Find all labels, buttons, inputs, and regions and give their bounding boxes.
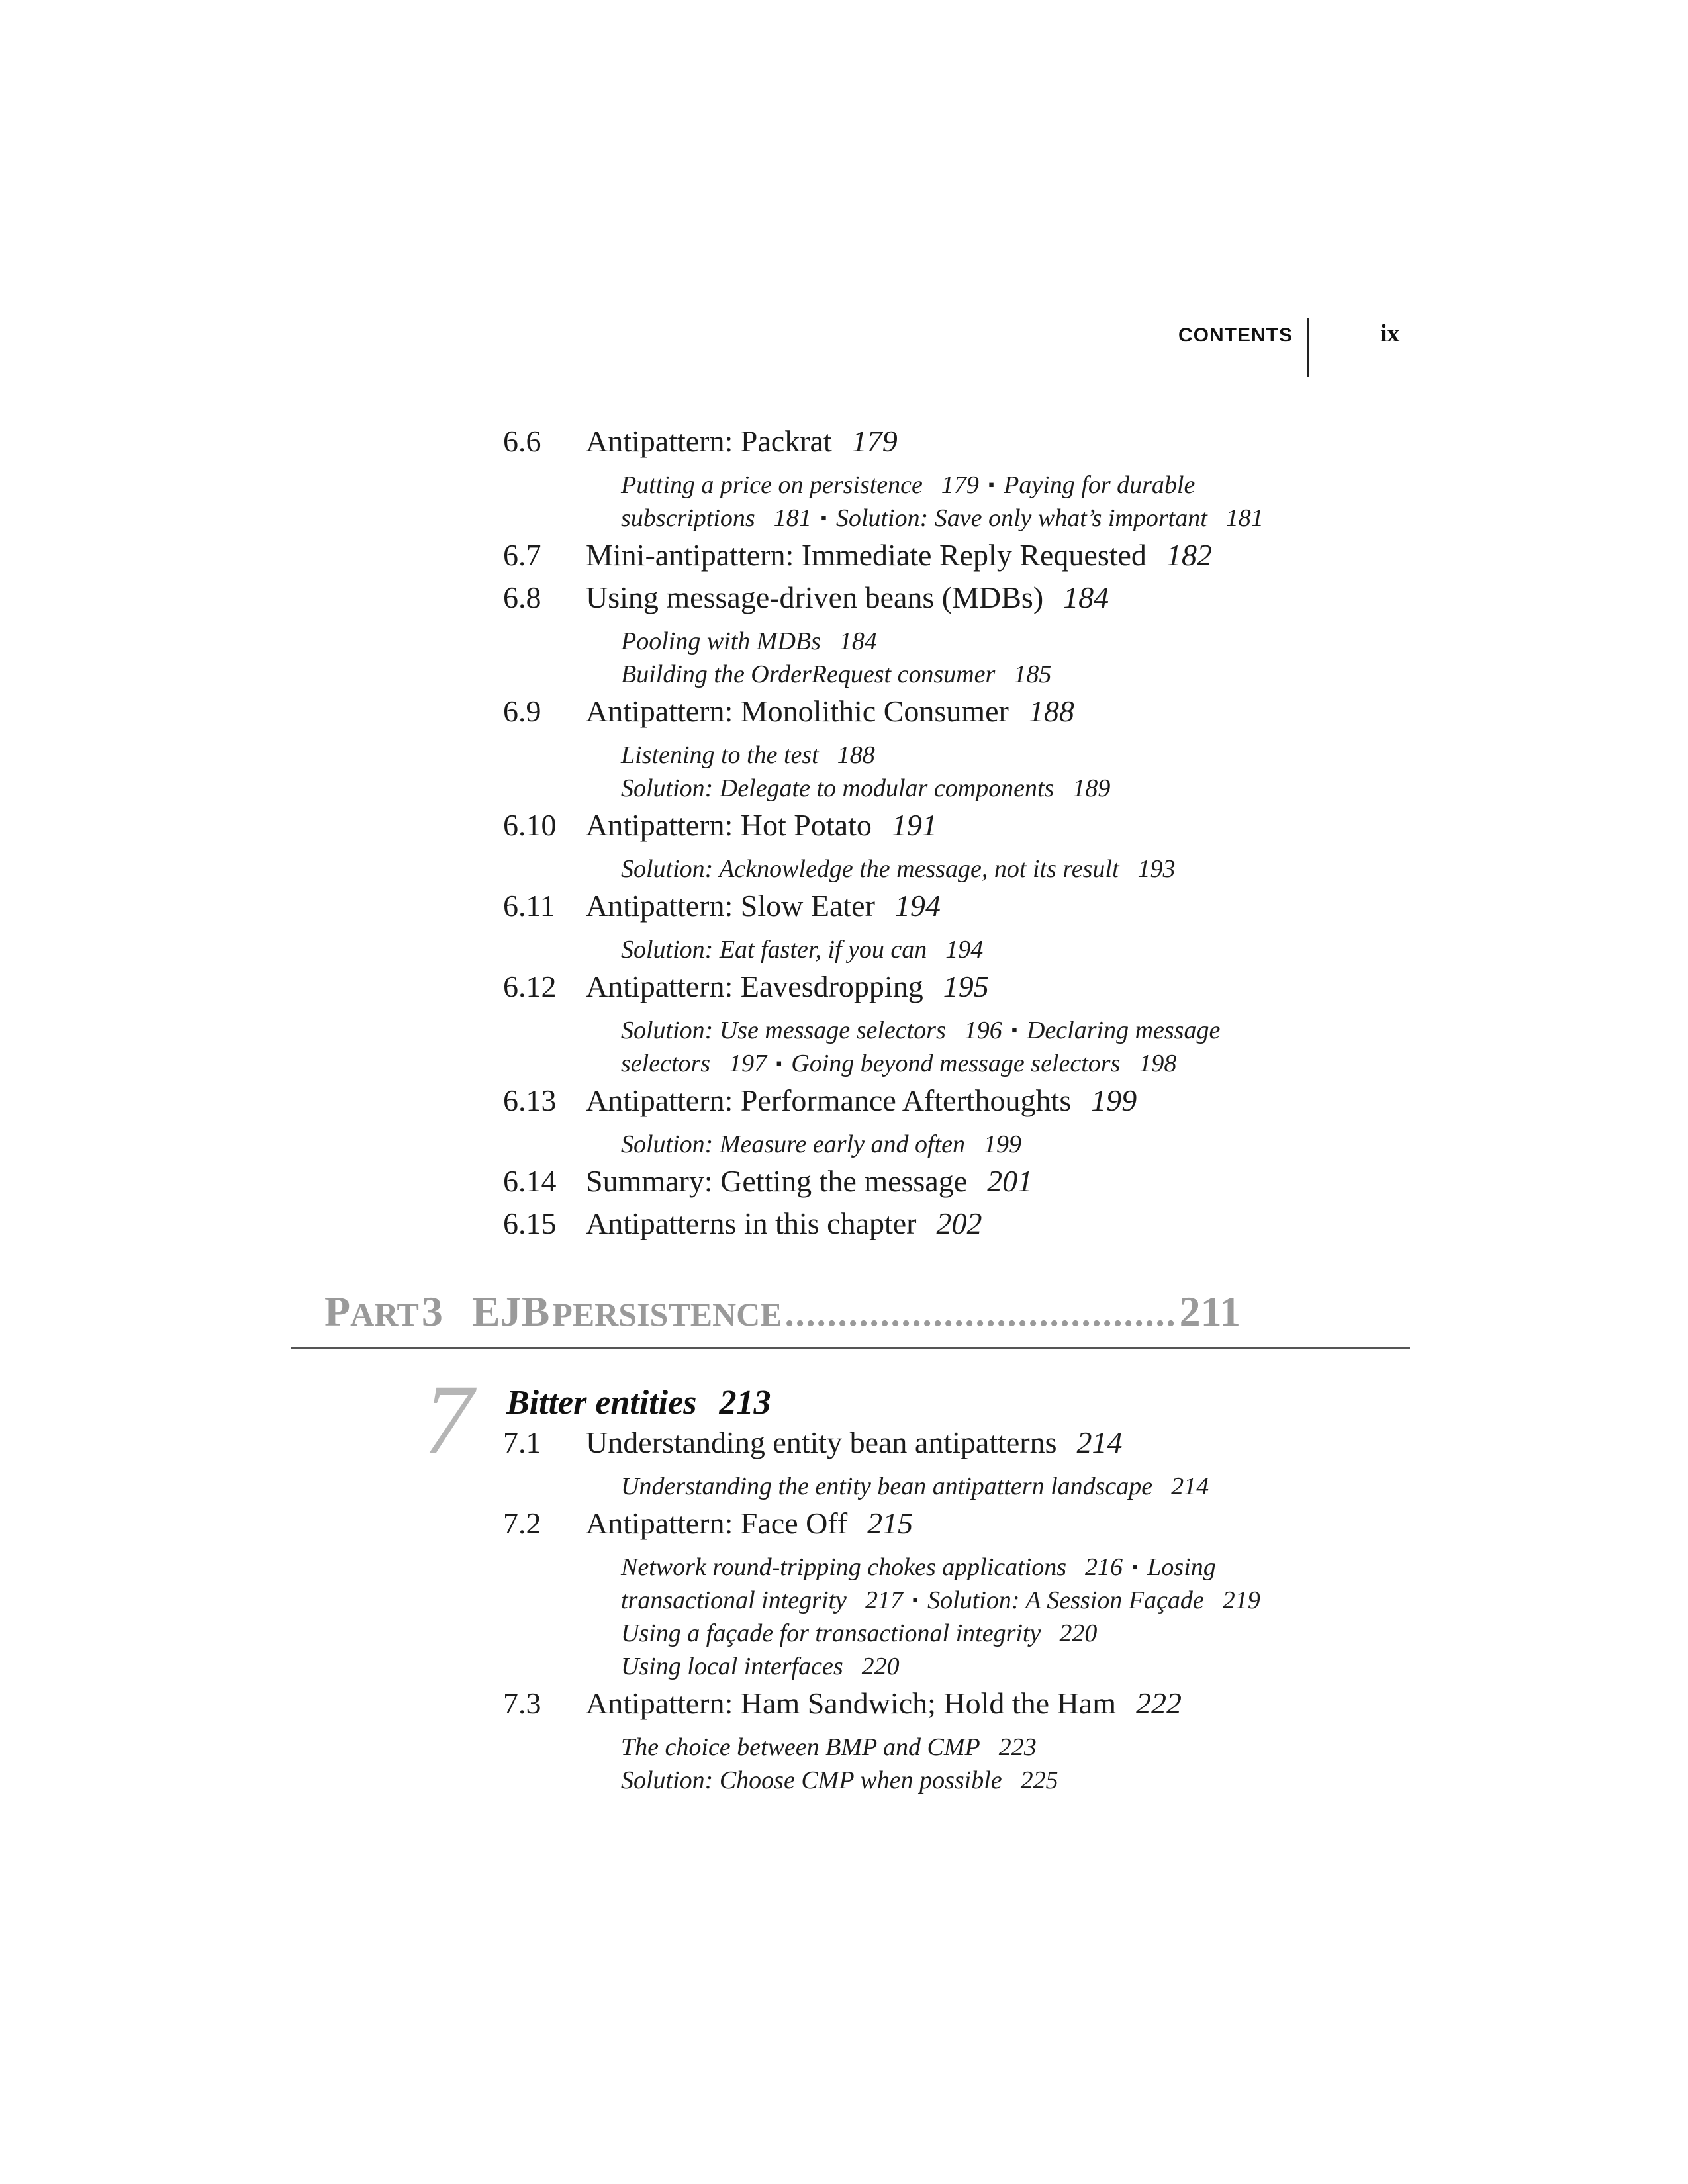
subentry-title: Solution: Save only what’s important [835,504,1207,532]
subentry-title: Understanding the entity bean antipattern landscape [621,1473,1153,1500]
subentry-title: Putting a price on persistence [621,471,923,499]
entry-number: 6.9 [503,694,541,728]
part-title-initial: EJB [471,1288,550,1335]
entry-number: 7.3 [503,1686,541,1720]
entry-title: Understanding entity bean antipatterns [586,1426,1057,1459]
toc-subentry [621,1650,900,1683]
entry-title: Antipattern: Slow Eater [586,889,875,923]
separator-bullet: ▪ [820,508,827,527]
toc-subentry [621,469,1195,502]
toc-subentry [621,852,1176,886]
entry-number: 6.8 [503,580,541,614]
entry-page: 201 [987,1164,1033,1198]
subentry-title: transactional integrity [621,1586,847,1614]
subentry-page: 225 [1020,1766,1058,1794]
subentry-title: Going beyond message selectors [791,1050,1121,1077]
entry-number: 6.13 [503,1083,557,1117]
separator-bullet: ▪ [988,475,995,494]
entry-page: 195 [943,970,989,1003]
entry-number: 7.1 [503,1426,541,1459]
separator-bullet: ▪ [912,1590,919,1610]
entry-page: 188 [1028,694,1074,728]
subentry-page: 198 [1139,1050,1177,1077]
toc-subentry [621,739,875,772]
subentry-title: Solution: Eat faster, if you can [621,936,927,964]
toc-subentry [621,772,1110,805]
subentry-title: subscriptions [621,504,755,532]
toc-entry [503,424,898,459]
header-label: CONTENTS [1178,324,1293,346]
toc-subentry [621,625,877,658]
entry-title: Antipattern: Eavesdropping [586,970,923,1003]
entry-number: 7.2 [503,1506,541,1540]
page-number: ix [1380,320,1400,347]
subentry-page: 181 [773,504,812,532]
entry-page: 184 [1063,580,1109,614]
subentry-page: 197 [729,1050,767,1077]
part-number: 3 [421,1288,443,1335]
entry-number: 6.15 [503,1206,557,1240]
entry-page: 214 [1076,1426,1123,1459]
toc-entry [503,580,1109,615]
toc-subentry [621,1047,1176,1080]
entry-page: 199 [1091,1083,1137,1117]
entry-number: 6.10 [503,808,557,842]
subentry-title: Solution: Measure early and often [621,1130,965,1158]
subentry-title: Listening to the test [621,741,819,769]
entry-number: 6.7 [503,538,541,572]
toc-entry [503,1686,1182,1721]
subentry-page: 179 [941,471,979,499]
entry-number: 6.14 [503,1164,557,1198]
chapter-title-text: Bitter entities [506,1384,697,1422]
subentry-title: Solution: A Session Façade [927,1586,1204,1614]
toc-entry [503,1506,913,1541]
entry-title: Antipattern: Monolithic Consumer [586,694,1009,728]
subentry-page: 193 [1137,855,1176,883]
entry-page: 215 [867,1506,914,1540]
subentry-page: 196 [964,1017,1002,1044]
subentry-page: 220 [861,1653,900,1680]
subentry-title: Solution: Choose CMP when possible [621,1766,1002,1794]
toc-entry [503,537,1212,572]
entry-title: Mini-antipattern: Immediate Reply Requested [586,538,1147,572]
entry-title: Antipattern: Packrat [586,424,832,458]
subentry-title: Paying for durable [1004,471,1196,499]
entry-title: Antipattern: Ham Sandwich; Hold the Ham [586,1686,1117,1720]
subentry-page: 214 [1171,1473,1209,1500]
subentry-page: 185 [1013,660,1052,688]
subentry-page: 219 [1222,1586,1260,1614]
entry-title: Antipatterns in this chapter [586,1206,917,1240]
toc-subentry [621,1617,1097,1650]
toc-subentry [621,1014,1220,1047]
toc-entry [503,1083,1137,1118]
toc-entry [503,888,941,923]
subentry-title: Using local interfaces [621,1653,843,1680]
entry-page: 182 [1166,538,1212,572]
subentry-title: selectors [621,1050,711,1077]
subentry-title: Declaring message [1026,1017,1221,1044]
subentry-page: 223 [998,1733,1037,1761]
entry-page: 202 [936,1206,982,1240]
separator-bullet: ▪ [1132,1557,1139,1576]
entry-page: 191 [891,808,937,842]
toc-entry [503,969,989,1004]
separator-bullet: ▪ [1011,1021,1017,1040]
entry-number: 6.11 [503,889,555,923]
part-letter: P [324,1288,351,1335]
subentry-title: Solution: Acknowledge the message, not its result [621,855,1119,883]
toc-entry [503,694,1074,729]
subentry-page: 189 [1072,774,1111,802]
chapter-number: 7 [424,1365,473,1475]
part-word: ART [350,1296,419,1333]
part-heading [324,1287,1370,1336]
toc-entry [503,807,937,842]
subentry-title: The choice between BMP and CMP [621,1733,980,1761]
subentry-page: 194 [945,936,984,964]
subentry-page: 181 [1225,504,1264,532]
subentry-page: 216 [1085,1553,1123,1581]
part-title-rest: PERSISTENCE [552,1296,782,1333]
entry-title: Summary: Getting the message [586,1164,968,1198]
part-leader-dots: ..................................... [784,1293,1177,1334]
subentry-title: Network round-tripping chokes applications [621,1553,1067,1581]
entry-title: Using message-driven beans (MDBs) [586,580,1044,614]
toc-subentry [621,1470,1209,1503]
toc-subentry [621,1551,1216,1584]
subentry-title: Solution: Delegate to modular components [621,774,1055,802]
toc-subentry [621,658,1051,691]
subentry-page: 220 [1059,1619,1098,1647]
toc-subentry [621,933,983,966]
running-header [1178,311,1410,377]
part-rule [291,1347,1410,1349]
entry-title: Antipattern: Performance Afterthoughts [586,1083,1072,1117]
subentry-page: 199 [983,1130,1021,1158]
toc-entry [503,1206,982,1241]
subentry-title: Losing [1147,1553,1216,1581]
subentry-page: 188 [837,741,875,769]
chapter-title [506,1383,771,1422]
toc-subentry [621,1731,1037,1764]
entry-number: 6.12 [503,970,557,1003]
entry-title: Antipattern: Hot Potato [586,808,872,842]
part-page: 211 [1179,1288,1241,1335]
header-divider [1307,318,1309,377]
entry-title: Antipattern: Face Off [586,1506,848,1540]
toc-subentry [621,1584,1260,1617]
subentry-page: 184 [839,627,877,655]
toc-subentry [621,1128,1021,1161]
entry-page: 222 [1136,1686,1182,1720]
subentry-title: Solution: Use message selectors [621,1017,946,1044]
entry-page: 194 [894,889,941,923]
separator-bullet: ▪ [776,1054,782,1073]
toc-entry [503,1425,1123,1460]
toc-subentry [621,1764,1058,1797]
toc-entry [503,1163,1033,1199]
entry-page: 179 [851,424,898,458]
toc-subentry [621,502,1264,535]
subentry-page: 217 [865,1586,903,1614]
chapter-page: 213 [719,1384,771,1422]
entry-number: 6.6 [503,424,541,458]
subentry-title: Using a façade for transactional integrity [621,1619,1041,1647]
subentry-title: Building the OrderRequest consumer [621,660,996,688]
subentry-title: Pooling with MDBs [621,627,821,655]
